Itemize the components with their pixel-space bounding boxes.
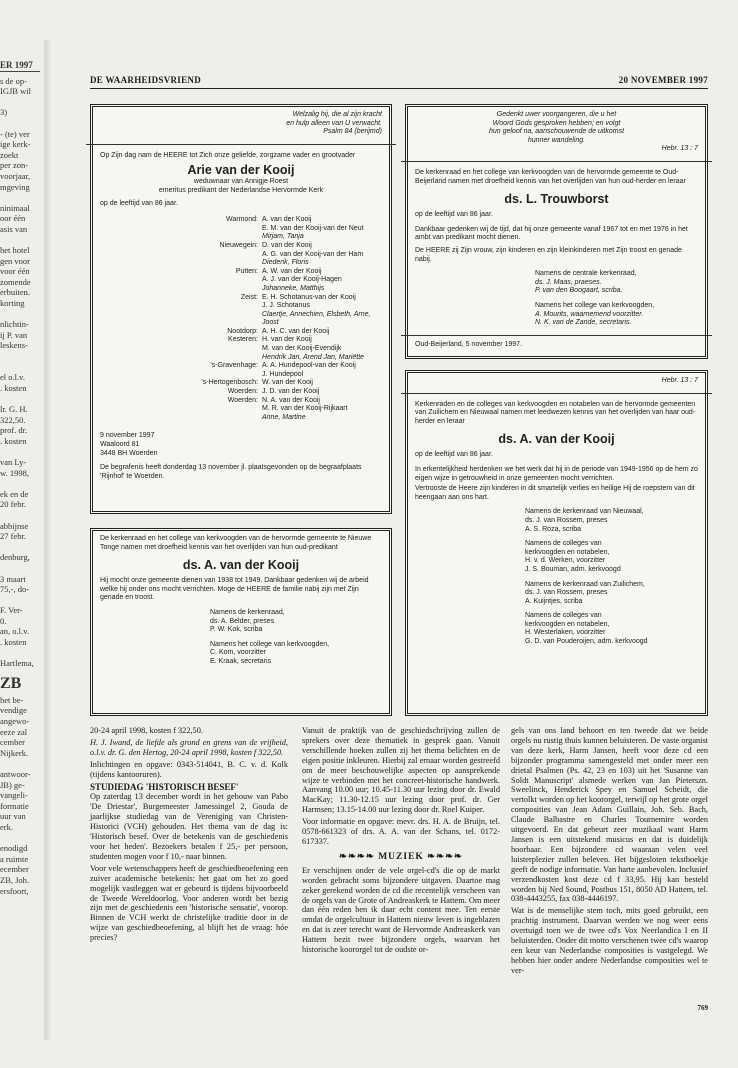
- previous-page-line: . kosten: [0, 435, 27, 446]
- family-member: A. van der Kooij: [262, 216, 312, 224]
- notice-text-1: Dankbaar gedenken wij de tijd, dat hij onze gemeente vanaf 1967 tot en met 1976 in het ambt van predikant mocht dienen.: [415, 225, 688, 242]
- previous-page-line: vendige: [0, 705, 27, 716]
- article-column-1: [90, 726, 288, 945]
- address-block: [100, 432, 382, 458]
- previous-page-line: s de op-: [0, 75, 27, 86]
- signature-line: H. v. d. Werken, voorzitter: [525, 557, 606, 565]
- previous-page-line: Hartlema,: [0, 658, 34, 669]
- condolence-zuilichem-nieuwaal: [405, 370, 708, 716]
- family-member: Anne, Martine: [262, 413, 306, 421]
- previous-page-line: [0, 478, 40, 489]
- signature-line: P. van den Boogaart, scriba.: [535, 287, 623, 295]
- family-place: 's-Hertogenbosch:: [201, 379, 258, 387]
- previous-page-lines-2: [0, 695, 40, 896]
- signature-line: G. D. van Pouderoijen, adm. kerkvoogd: [525, 638, 648, 646]
- previous-page-line: zomende: [0, 276, 31, 287]
- deceased-age: op de leeftijd van 86 jaar.: [415, 211, 493, 219]
- family-place: Kesteren:: [228, 336, 258, 344]
- previous-page-line: formatie: [0, 800, 29, 811]
- previous-page-line: voorjaar,: [0, 170, 31, 181]
- quote-line: Woord Gods gesproken hebben; en volgt: [492, 119, 621, 127]
- paragraph: Wat is de menselijke stem toch, mits goed gebruikt, een prachtig instrument. Daarvan werden we nog weer eens overtuigd toen we de twee cd's Vox Neerlandica I en II beluisterden. Onder dit motto verschenen twee cd's waarop een keur van Nederlandse composities is vastgelegd. We hebben hier onder andere Nederlandse composities wel te ver-: [511, 906, 708, 975]
- previous-page-line: erk.: [0, 821, 13, 832]
- family-member: W. van der Kooij: [262, 379, 313, 387]
- previous-page-line: [0, 362, 40, 373]
- signature-line: H. Westerlaken, voorzitter: [525, 629, 606, 637]
- signature-line: Namens de kerkenraad,: [210, 608, 285, 616]
- previous-page-line: per zon-: [0, 160, 29, 171]
- signature-line: Namens de centrale kerkenraad,: [535, 270, 637, 278]
- previous-page-line: asis van: [0, 223, 28, 234]
- previous-page-line: ige kerk-: [0, 139, 31, 150]
- paragraph: Voor informatie en opgave: mevr. drs. H. A. de Bruijn, tel. 0578-661323 of drs. A. A. van der Schans, tel. 0172-617337.: [302, 817, 500, 846]
- deceased-subtitle-2: emeritus predikant der Nederlandse Hervormde Kerk: [158, 186, 324, 194]
- deceased-name: Arie van der Kooij: [187, 163, 295, 178]
- previous-page-line: oor één: [0, 213, 26, 224]
- previous-page-line: [0, 309, 40, 320]
- family-member: M. van der Kooij-Evendijk: [262, 345, 342, 353]
- previous-page-line: [0, 446, 40, 457]
- family-member: E. H. Schotanus-van der Kooij: [262, 293, 356, 301]
- signature-line: kerkvoogden en notabelen,: [525, 548, 610, 556]
- signature-list: [415, 508, 698, 646]
- signature-centrale-kerkenraad: [535, 270, 698, 296]
- death-notice-arie-van-der-kooij: [90, 104, 392, 514]
- quote-line: en hulp alleen van U verwacht.: [286, 119, 382, 127]
- previous-page-line: [0, 118, 40, 129]
- signature-line: Namens het college van kerkvoogden,: [210, 640, 330, 648]
- deceased-age: op de leeftijd van 86 jaar.: [415, 451, 493, 459]
- section-heading-text: MUZIEK: [378, 851, 424, 862]
- family-names: [262, 362, 382, 379]
- previous-page-line: voor één: [0, 266, 30, 277]
- previous-page-line: uur van: [0, 811, 26, 822]
- previous-page-line: gen voor: [0, 255, 30, 266]
- previous-page-line: angewo-: [0, 716, 30, 727]
- address-date: 9 november 1997: [100, 432, 155, 440]
- section-heading-muziek: [302, 853, 500, 863]
- previous-page-header: ER 1997: [0, 60, 40, 72]
- signature-block: [525, 581, 698, 607]
- signature-line: kerkvoogden en notabelen,: [525, 620, 610, 628]
- paragraph: Op zaterdag 13 december wordt in het gebouw van Pabo 'De Driestar', Burgemeester Jamessingel 2, Gouda de jaarlijkse studiedag van de Vereniging van Christen-Historici (VCH) gehouden. Het thema van de dag is: 'Historisch besef. Over de betekenis van de geschiedenis voor het heden'. Bezoekers betalen f 25,- per persoon, studenten mogen voor f 10,- naar binnen.: [90, 792, 288, 861]
- paragraph: 20-24 april 1998, kosten f 322,50.: [90, 726, 203, 735]
- previous-page-line: ninimaal: [0, 202, 30, 213]
- quote-line: Gedenkt uwer voorgangeren, die u het: [496, 111, 617, 118]
- previous-page-line: el o.l.v.: [0, 372, 25, 383]
- family-names: [262, 328, 382, 337]
- previous-page-line: leskens-: [0, 340, 28, 351]
- family-names: [262, 388, 382, 397]
- quote-line: hunner wandeling.: [527, 136, 586, 144]
- previous-page-line: 3 maart: [0, 573, 26, 584]
- ornament-icon: ❧❧❧❧: [338, 851, 375, 862]
- previous-page-line: mgeving: [0, 181, 30, 192]
- previous-page-line: het hotel: [0, 245, 30, 256]
- signature-line: N. K. van de Zande, secretaris.: [535, 319, 632, 327]
- quote-ref: Psalm 84 (berijmd): [323, 128, 382, 136]
- family-member: D. van der Kooij: [262, 241, 312, 249]
- signature-block: [525, 540, 698, 574]
- previous-page-line: het be-: [0, 694, 24, 705]
- previous-page-line: [0, 648, 40, 659]
- notice-intro: De kerkenraad en het college van kerkvoogden van de hervormde gemeente te Nieuwe Tonge namen met droefheid kennis van het overlijden van hun oud-predikant: [100, 535, 372, 551]
- family-member: Hendrik Jan, Arend Jan, Mariëtte: [262, 353, 365, 361]
- paragraph: Inlichtingen en opgave: 0343-514041, B. C. v. d. Kolk (tijdens kantooruren).: [90, 759, 288, 779]
- family-member: J. D. van der Kooij: [262, 388, 320, 396]
- previous-page-line: van Ly-: [0, 456, 27, 467]
- family-names: [262, 242, 382, 268]
- family-member: Diederik, Floris: [262, 259, 309, 267]
- article-column-3: [511, 726, 708, 978]
- hebrews-quote: [415, 111, 698, 145]
- family-list: [140, 216, 382, 422]
- previous-page-line: [0, 563, 40, 574]
- previous-page-line: 20 febr.: [0, 499, 26, 510]
- notice-text-2: Vertrooste de Heere zijn kinderen in dit smartelijk verlies en heilige Hij de roepstem van dit heengaan aan ons hart.: [415, 485, 695, 501]
- family-member: M. R. van der Kooij-Rijkaart: [262, 405, 348, 413]
- signature-line: Namens de colleges van: [525, 612, 602, 620]
- family-member: A. A. Hundepool-van der Kooij: [262, 362, 356, 370]
- deceased-name: ds. A. van der Kooij: [498, 432, 615, 447]
- family-member: J. J. Schotanus: [262, 302, 310, 310]
- previous-page-line: . kosten: [0, 637, 27, 648]
- previous-page-column: [0, 60, 40, 1020]
- page-number: 769: [697, 1004, 708, 1012]
- signature-kerkvoogden: [210, 641, 382, 667]
- family-place: 's-Gravenhage:: [210, 362, 258, 370]
- quote-line: hun geloof na, aanschouwende de uitkomst: [488, 128, 625, 136]
- previous-page-line: IGJB wil: [0, 86, 31, 97]
- address-street: Waaloord 81: [100, 441, 140, 448]
- issue-date: 20 NOVEMBER 1997: [618, 75, 708, 85]
- article-column-2: [302, 726, 500, 957]
- family-member: A. H. C. van der Kooij: [262, 327, 330, 335]
- previous-page-line: ij P. van: [0, 329, 28, 340]
- signature-line: E. Kraak, secretaris: [210, 657, 272, 665]
- family-member: Johanneke, Matthijs: [262, 284, 325, 292]
- signature-line: A. Kuijntjes, scriba: [525, 597, 583, 605]
- notice-intro: Kerkenraden en de colleges van kerkvoogden en notabelen van de hervormde gemeenten van Zuilichem en Nieuwaal namen met leedwezen kennis van het overlijden van haar oud-herder en leraar: [415, 400, 696, 425]
- signature-line: Namens het college van kerkvoogden,: [535, 301, 655, 309]
- previous-page-line: JB) ge-: [0, 779, 25, 790]
- previous-page-heading: ZB: [0, 674, 22, 692]
- previous-page-line: an, o.l.v.: [0, 626, 29, 637]
- notice-intro: De kerkenraad en het college van kerkvoogden van de hervormde gemeente te Oud-Beijerland namen met droefheid kennis van het overlijden van hun oud-herder en leraar: [415, 168, 686, 185]
- signature-kerkenraad: [210, 609, 382, 635]
- previous-page-line: cember: [0, 737, 26, 748]
- previous-page-line: [0, 833, 40, 844]
- previous-page-line: ecember: [0, 864, 29, 875]
- notice-text: Hij mocht onze gemeente dienen van 1938 tot 1949. Dankbaar gedenken wij de arbeid welke hij onder ons mocht verrichten. Moge de HEERE de familie nabij zijn met Zijn genade en troost.: [100, 577, 369, 602]
- signature-line: A. S. Roza, scriba: [525, 525, 582, 533]
- deceased-subtitle-1: weduwnaar van Annigje Roest: [193, 178, 289, 186]
- signature-line: ds. J. van Rossem, preses: [525, 516, 608, 524]
- family-place: Nootdorp:: [227, 327, 258, 335]
- previous-page-line: ersfoort,: [0, 885, 29, 896]
- family-place: Putten:: [235, 267, 258, 275]
- previous-page-line: enodigd: [0, 843, 28, 854]
- signature-line: Namens de colleges van: [525, 540, 602, 548]
- previous-page-line: [0, 393, 40, 404]
- family-member: E. M. van der Kooij-van der Neut: [262, 224, 364, 232]
- signature-block: [525, 612, 698, 646]
- previous-page-line: [0, 351, 40, 362]
- previous-page-line: ZB, Joh.: [0, 874, 30, 885]
- place-date: Oud-Beijerland, 5 november 1997.: [415, 340, 523, 348]
- signature-line: Namens de kerkenraad van Zuilichem,: [525, 580, 645, 588]
- signature-kerkvoogden: [535, 302, 698, 328]
- family-member: J. Hundepool: [262, 370, 304, 378]
- family-member: H. van der Kooij: [262, 336, 312, 344]
- family-member: A. J. van der Kooij-Hagen: [262, 276, 342, 284]
- signature-line: C. Kom, voorzitter: [210, 649, 267, 657]
- page-gutter: [44, 40, 54, 1040]
- burial-note: De begrafenis heeft donderdag 13 november jl. plaatsgevonden op de begraafplaats 'Rijnhof' te Woerden.: [100, 464, 362, 480]
- previous-page-lines: [0, 76, 40, 669]
- family-member: A. W. van der Kooij: [262, 267, 322, 275]
- family-member: Mirjam, Tanja: [262, 233, 304, 241]
- family-place: Nieuwegein:: [219, 241, 258, 249]
- previous-page-line: vangeli-: [0, 790, 28, 801]
- previous-page-line: 322,50.: [0, 414, 26, 425]
- previous-page-line: 0.: [0, 615, 7, 626]
- signature-block: [525, 508, 698, 534]
- deceased-name: ds. L. Trouwborst: [504, 192, 609, 207]
- signature-line: P. W. Kok, scriba: [210, 626, 263, 634]
- paragraph: H. J. Iwand, de liefde als grond en grens van de vrijheid, o.l.v. dr. G. den Hertog, 20-24 april 1998, kosten f 322,50.: [90, 737, 288, 757]
- family-member: A. G. van der Kooij-van der Ham: [262, 250, 364, 258]
- previous-page-line: 27 febr.: [0, 531, 26, 542]
- previous-page-line: [0, 97, 40, 108]
- address-city: 3448 BH Woerden: [100, 449, 158, 457]
- paragraph: Vanuit de praktijk van de geschiedschrijving zullen de sprekers over deze thematiek in gesprek gaan. Vanuit verschillende hoeken zullen zij het thema belichten en de eigen positie inkleuren. Hierbij zal ernaar worden gestreefd om de meer beschouwelijke aspecten op aansprekende wijze te verbinden met het concreet-historische handwerk. Aanvang 10.00 uur; 10.45-11.30 uur lezing door dr. Ewald MacKay; 11.30-12.15 uur lezing door prof. dr. Ger Harmsen; 13.15-14.00 uur lezing door dr. Roel Kuiper.: [302, 726, 500, 815]
- previous-page-line: w. 1998,: [0, 467, 29, 478]
- newspaper-name: DE WAARHEIDSVRIEND: [90, 75, 202, 85]
- previous-page-line: ek en de: [0, 488, 29, 499]
- previous-page-line: Nijkerk.: [0, 747, 29, 758]
- deceased-name: ds. A. van der Kooij: [182, 558, 300, 573]
- family-member: Claertje, Annechien, Elsbeth, Arne, Joost: [262, 310, 371, 327]
- notice-text-2: De HEERE zij Zijn vrouw, zijn kinderen en zijn kleinkinderen met Zijn troost en genade nabij.: [415, 246, 682, 263]
- family-names: [262, 294, 382, 328]
- ornament-icon: ❧❧❧❧: [427, 851, 464, 862]
- deceased-age: op de leeftijd van 86 jaar.: [100, 199, 178, 207]
- family-place: Warmond:: [225, 216, 258, 224]
- family-names: [262, 397, 382, 423]
- family-names: [262, 336, 382, 362]
- quote-ref: Hebr. 13 : 7: [661, 145, 698, 153]
- quote-ref: Hebr. 13 : 7: [661, 377, 698, 384]
- previous-page-line: [0, 758, 40, 769]
- previous-page-line: [0, 542, 40, 553]
- notice-text-1: In erkentelijkheid herdenken we het werk dat hij in de periode van 1949-1956 op de hem zo eigen wijze in getrouwheid in onze gemeenten mocht verrichten.: [415, 465, 698, 482]
- previous-page-line: 3): [0, 107, 8, 118]
- previous-page-line: F. Ver-: [0, 605, 23, 616]
- previous-page-line: [0, 192, 40, 203]
- previous-page-line: antwoor-: [0, 769, 31, 779]
- quote-line: Welzalig hij, die al zijn kracht: [292, 111, 382, 118]
- paragraph: Er verschijnen onder de vele orgel-cd's die op de markt worden gebracht soms bijzondere uitgaven. Daartoe mag zeker gerekend worden de cd die recentelijk verscheen van de orgels van de Grote of Andreaskerk te Hattem. Om meer dan één reden ben ik daar echt content mee. Ten eerste omdat de orgelcultuur in Hattem nieuw leven is ingeblazen en dat is zeer terecht want de Hervormde Andreaskerk van Hattem bezit twee bijzondere orgels, waarvan het historische koororgel tot de oudste or-: [302, 865, 500, 955]
- previous-page-line: korting: [0, 298, 25, 309]
- previous-page-line: nlichtin-: [0, 319, 29, 330]
- family-names: [262, 268, 382, 294]
- running-header: [90, 74, 708, 89]
- previous-page-line: . kosten: [0, 382, 27, 393]
- previous-page-line: - (te) ver: [0, 128, 30, 139]
- section-heading-studiedag: STUDIEDAG 'HISTORISCH BESEF': [90, 781, 239, 792]
- signature-line: A. Mourits, waarnemend voorzitter.: [535, 310, 644, 318]
- previous-page-line: [0, 595, 40, 606]
- family-place: Zeist:: [240, 293, 258, 301]
- signature-line: ds. J. Maas, praeses.: [535, 278, 602, 286]
- signature-line: ds. J. van Rossem, preses: [525, 589, 608, 597]
- family-place: Woerden:: [227, 396, 258, 404]
- paragraph: gels van ons land behoort en ten tweede dat we beide orgels nu rustig thuis kunnen beluisteren. De vaste organist van deze kerk, Harm Jansen, heeft voor deze cd een bijzonder programma samengesteld met onder meer een drietal Psalmen (Ps. 42, 23 en 103) uit het 'Susanne van Soldt Manuscript' alsmede werken van Jan Pieterszn. Sweelinck, Henderick Spey en Samuel Scheidt, die vertolkt worden op het koororgel, terwijl op het grote orgel composities van Jean Adam Guillain, Joh. Seb. Bach, Claude Balbastre en Charles Tournemire worden uitgevoerd. En dat gebeurt zeer muzikaal want Harm Jansen is een uitstekend musicus en dat is duidelijk hoorbaar. Een bijzondere cd waaraan velen veel luisterplezier zullen beleven. Het bijgesloten tekstboekje geeft de nodige informatie. Van harte aanbevolen. Inclusief verzendkosten kost deze cd f 33,95. Hij kan besteld worden bij Ned Sound, Postbus 151, 8050 AD Hattem, tel. 038-4443255, fax 038-4446197.: [511, 726, 708, 904]
- previous-page-line: [0, 235, 40, 246]
- condolence-oud-beijerland: [405, 104, 708, 359]
- previous-page-line: abbijnse: [0, 520, 29, 531]
- family-names: [262, 379, 382, 388]
- condolence-nieuwe-tonge: [90, 528, 392, 716]
- previous-page-line: a ruimte: [0, 853, 29, 864]
- psalm-quote: [100, 111, 382, 137]
- signature-line: J. S. Bouman, adm. kerkvoogd: [525, 565, 621, 573]
- previous-page-line: eeze zal: [0, 726, 28, 737]
- previous-page-line: [0, 510, 40, 521]
- previous-page-line: 75,-, do-: [0, 584, 30, 595]
- signature-line: Namens de kerkenraad van Nieuwaal,: [525, 508, 644, 516]
- previous-page-line: zoekt: [0, 149, 19, 160]
- family-member: N. A. van der Kooij: [262, 396, 320, 404]
- previous-page-line: denburg,: [0, 552, 30, 563]
- previous-page-line: erbuiten.: [0, 287, 30, 298]
- previous-page-line: prof. dr.: [0, 425, 28, 436]
- notice-intro: Op Zijn dag nam de HEERE tot Zich onze geliefde, zorgzame vader en grootvader: [100, 151, 356, 159]
- signature-line: ds. A. Belder, preses: [210, 617, 275, 625]
- paragraph: Voor vele wetenschappers heeft de geschiedbeoefening een zuiver academische betekenis: het gaat om het zo goed mogelijk vastleggen wat er gebeurd is tijdens bijvoorbeeld de Tweede Wereldoorlog. Voor anderen wordt het bezig zijn met de geschiedenis een 'historische sensatie', voorop. Binnen de VCH werkt de christelijke traditie door in de wijze van geschiedbeoefening, al blijft het de vraag: hóe precies?: [90, 863, 288, 943]
- family-names: [262, 216, 382, 242]
- previous-page-line: lr. G. H.: [0, 404, 28, 414]
- family-place: Woerden:: [227, 388, 258, 396]
